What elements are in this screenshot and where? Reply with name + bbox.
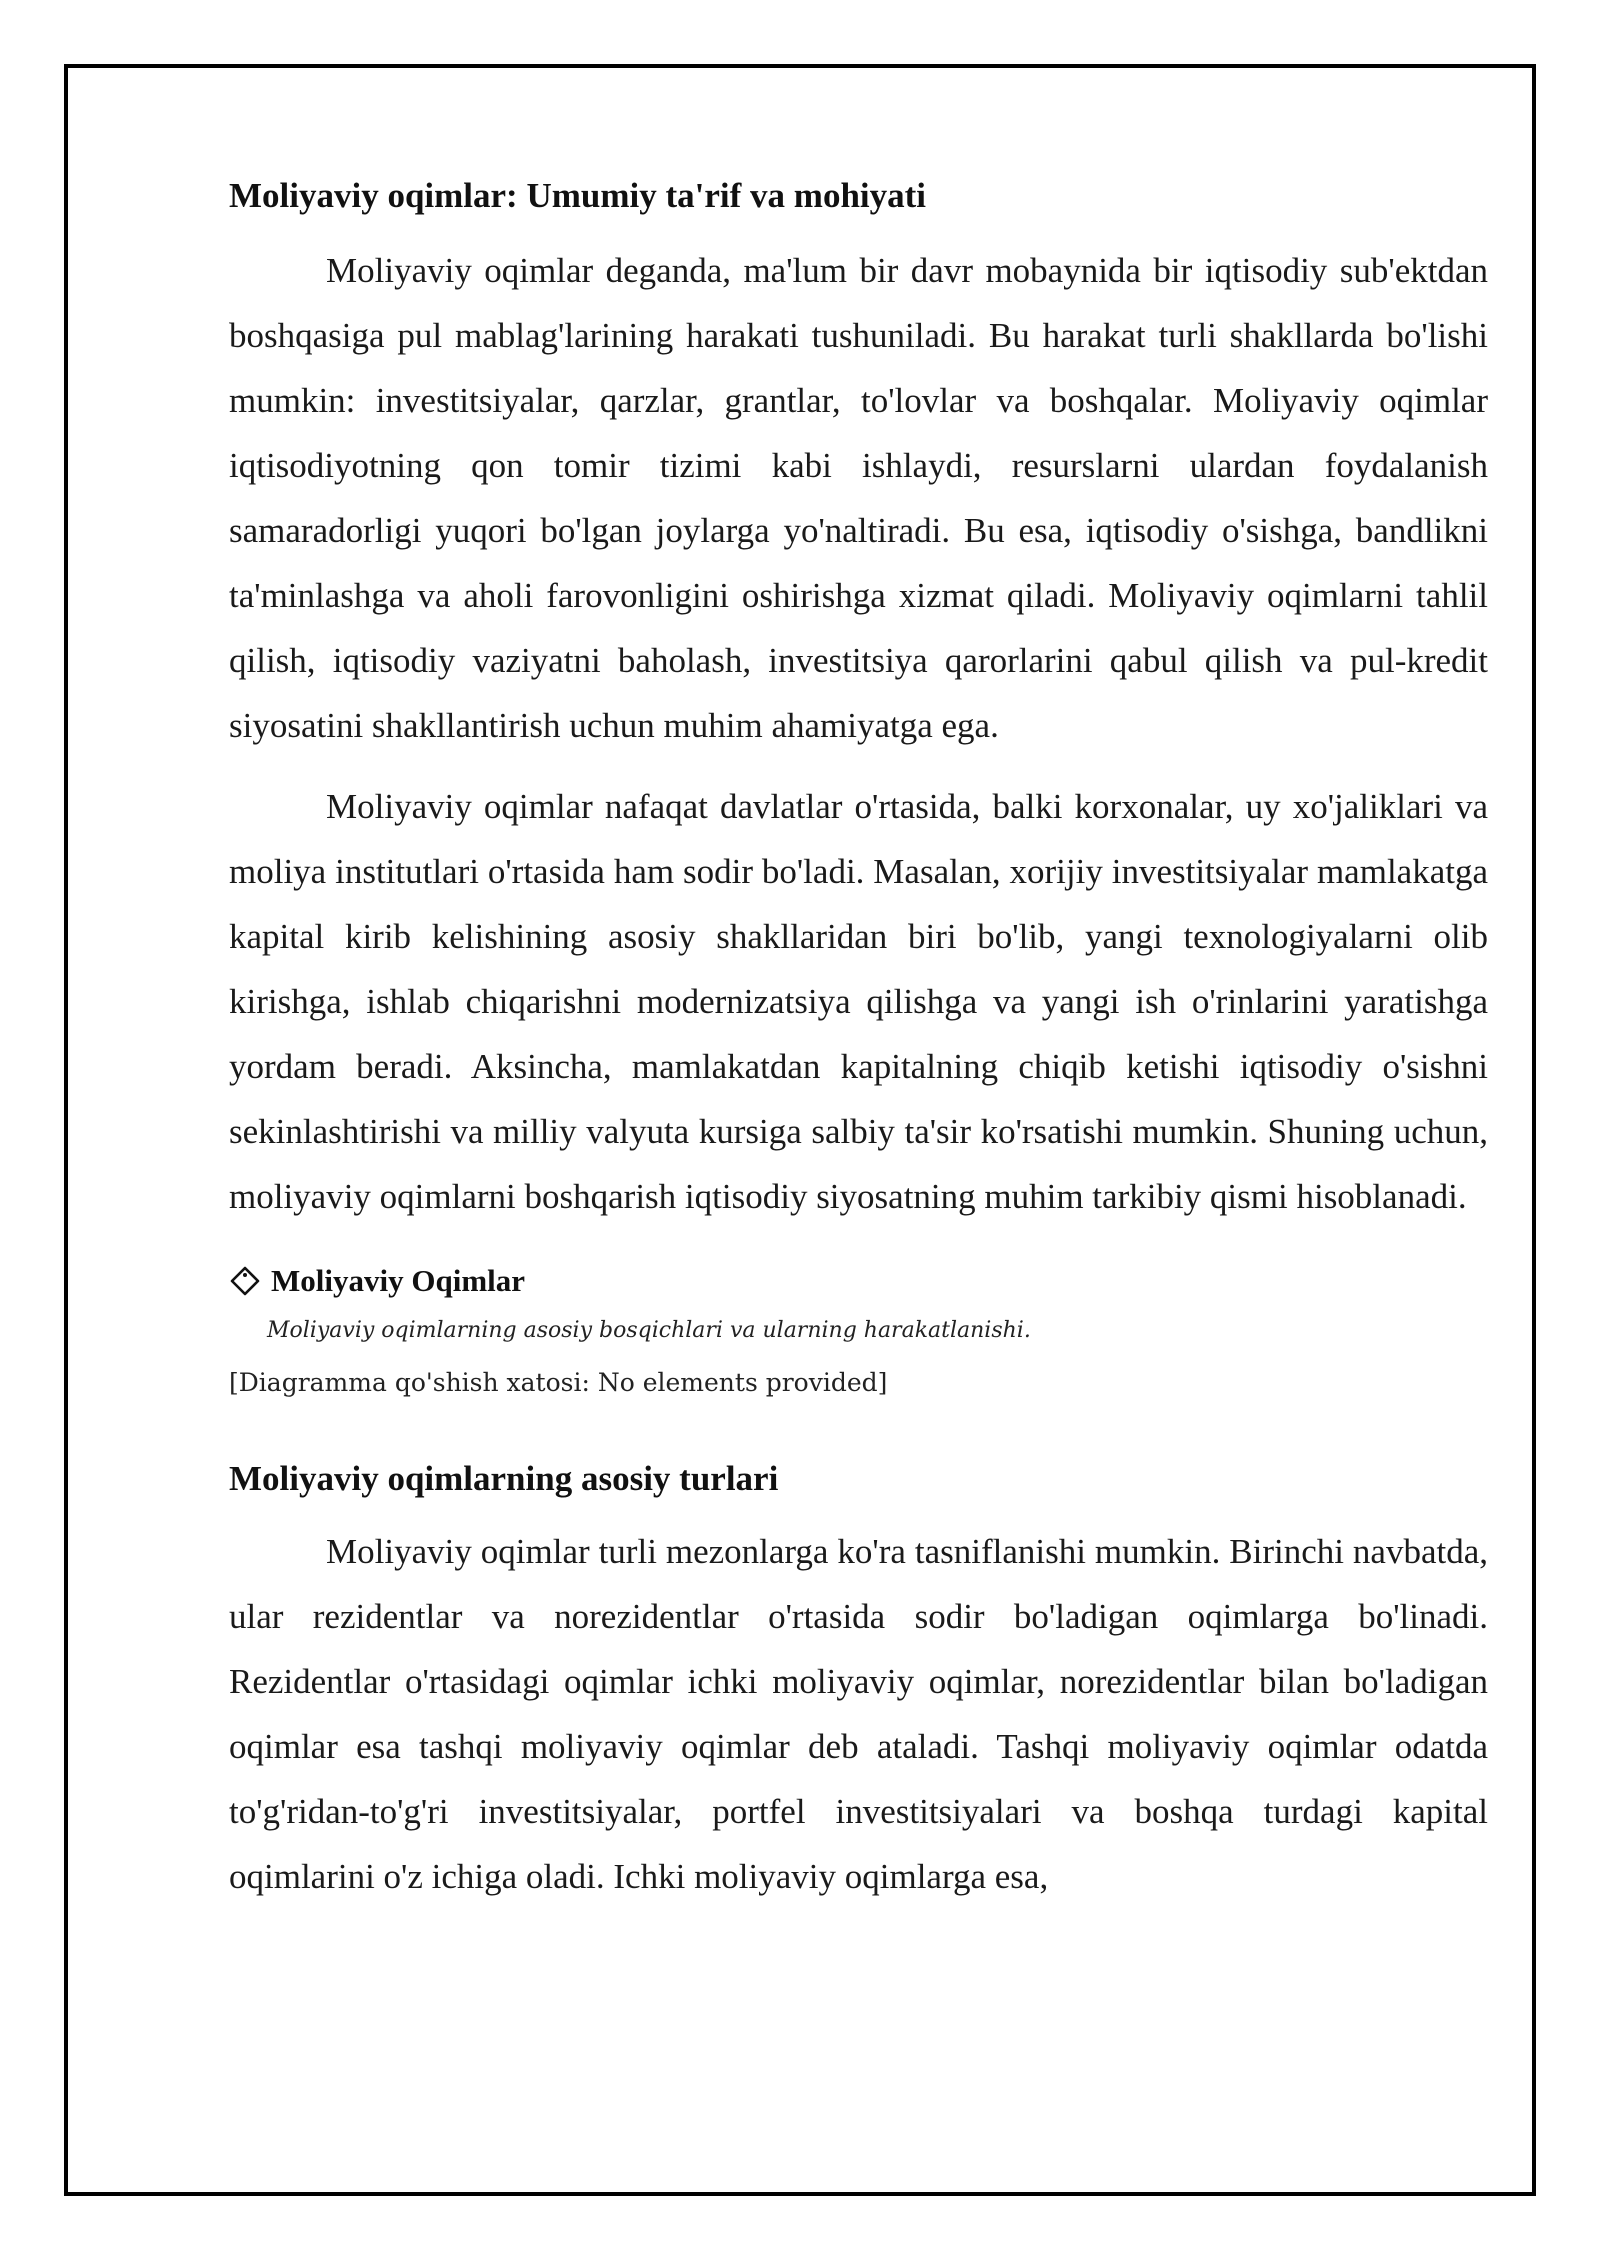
diagram-error-message: [Diagramma qo'shish xatosi: No elements provided] xyxy=(229,1368,888,1397)
tag-icon xyxy=(229,1265,261,1297)
diagram-placeholder xyxy=(229,1259,1488,1403)
paragraph-definition-2: Moliyaviy oqimlar nafaqat davlatlar o'rtasida, balki korxonalar, uy xo'jaliklari va moliya institutlari o'rtasida ham sodir bo'ladi. Masalan, xorijiy investitsiyalar mamlakatga kapital kirib kelishining asosiy shakllaridan biri bo'lib, yangi texnologiyalarni olib kirishga, ishlab chiqarishni modernizatsiya qilishga va yangi ish o'rinlarini yaratishga yordam beradi. Aksincha, mamlakatdan kapitalning chiqib ketishi iqtisodiy o'sishni sekinlashtirishi va milliy valyuta kursiga salbiy ta'sir ko'rsatishi mumkin. Shuning uchun, moliyaviy oqimlarni boshqarish iqtisodiy siyosatning muhim tarkibiy qismi hisoblanadi. xyxy=(229,787,1488,1216)
document-body xyxy=(229,172,1488,1925)
section-heading-types: Moliyaviy oqimlarning asosiy turlari xyxy=(229,1459,779,1498)
figure-title xyxy=(229,1259,1488,1303)
paragraph-types-1: Moliyaviy oqimlar turli mezonlarga ko'ra tasniflanishi mumkin. Birinchi navbatda, ular rezidentlar va norezidentlar o'rtasida sodir bo'ladigan oqimlarga bo'linadi. Rezidentlar o'rtasidagi oqimlar ichki moliyaviy oqimlar, norezidentlar bilan bo'ladigan oqimlar esa tashqi moliyaviy oqimlar deb ataladi. Tashqi moliyaviy oqimlar odatda to'g'ridan-to'g'ri investitsiyalar, portfel investitsiyalari va boshqa turdagi kapital oqimlarini o'z ichiga oladi. Ichki moliyaviy oqimlarga esa, xyxy=(229,1532,1488,1896)
section-heading-definition: Moliyaviy oqimlar: Umumiy ta'rif va mohiyati xyxy=(229,176,927,215)
figure-caption: Moliyaviy oqimlarning asosiy bosqichlari va ularning harakatlanishi. xyxy=(267,1318,1031,1343)
paragraph-definition-1: Moliyaviy oqimlar deganda, ma'lum bir davr mobaynida bir iqtisodiy sub'ektdan boshqasiga pul mablag'larining harakati tushuniladi. Bu harakat turli shakllarda bo'lishi mumkin: investitsiyalar, qarzlar, grantlar, to'lovlar va boshqalar. Moliyaviy oqimlar iqtisodiyotning qon tomir tizimi kabi ishlaydi, resurslarni ulardan foydalanish samaradorligi yuqori bo'lgan joylarga yo'naltiradi. Bu esa, iqtisodiy o'sishga, bandlikni ta'minlashga va aholi farovonligini oshirishga xizmat qiladi. Moliyaviy oqimlarni tahlil qilish, iqtisodiy vaziyatni baholash, investitsiya qarorlarini qabul qilish va pul-kredit siyosatini shakllantirish uchun muhim ahamiyatga ega. xyxy=(229,251,1488,745)
figure-title-text: Moliyaviy Oqimlar xyxy=(271,1263,526,1298)
